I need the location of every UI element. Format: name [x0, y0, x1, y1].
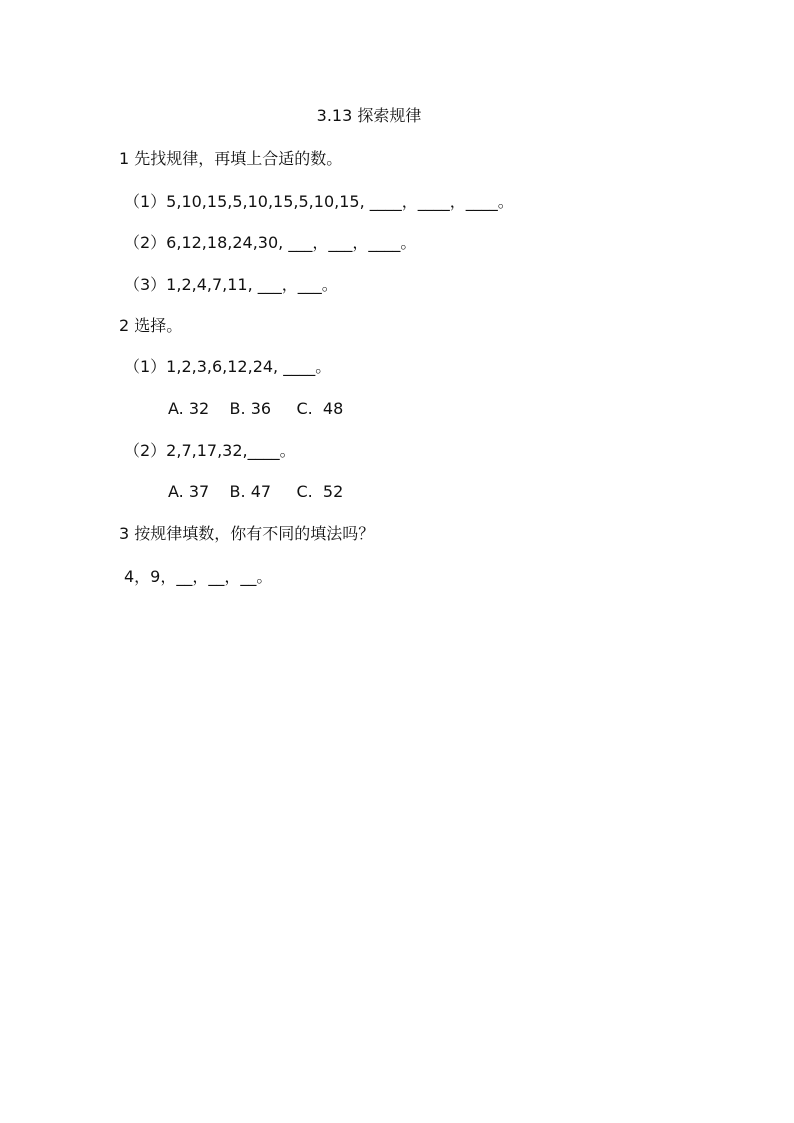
question-1-item-1: （1）5,10,15,5,10,15,5,10,15, ____，____，____。 — [124, 192, 514, 211]
question-2-item-2-options: A. 37 B. 47 C. 52 — [168, 482, 344, 501]
question-2-item-2: （2）2,7,17,32,____。 — [124, 441, 296, 460]
question-1-item-2: （2）6,12,18,24,30, ___，___，____。 — [124, 233, 417, 252]
question-2-item-1: （1）1,2,3,6,12,24, ____。 — [124, 357, 332, 376]
question-1-heading: 1 先找规律，再填上合适的数。 — [119, 149, 343, 168]
page-title: 3.13 探索规律 — [316, 106, 422, 125]
question-3-heading: 3 按规律填数，你有不同的填法吗？ — [119, 524, 375, 543]
question-3-item: 4，9，__，__，__。 — [124, 567, 273, 586]
question-2-heading: 2 选择。 — [119, 316, 183, 335]
question-1-item-3: （3）1,2,4,7,11, ___，___。 — [124, 275, 338, 294]
question-2-item-1-options: A. 32 B. 36 C. 48 — [168, 399, 344, 418]
